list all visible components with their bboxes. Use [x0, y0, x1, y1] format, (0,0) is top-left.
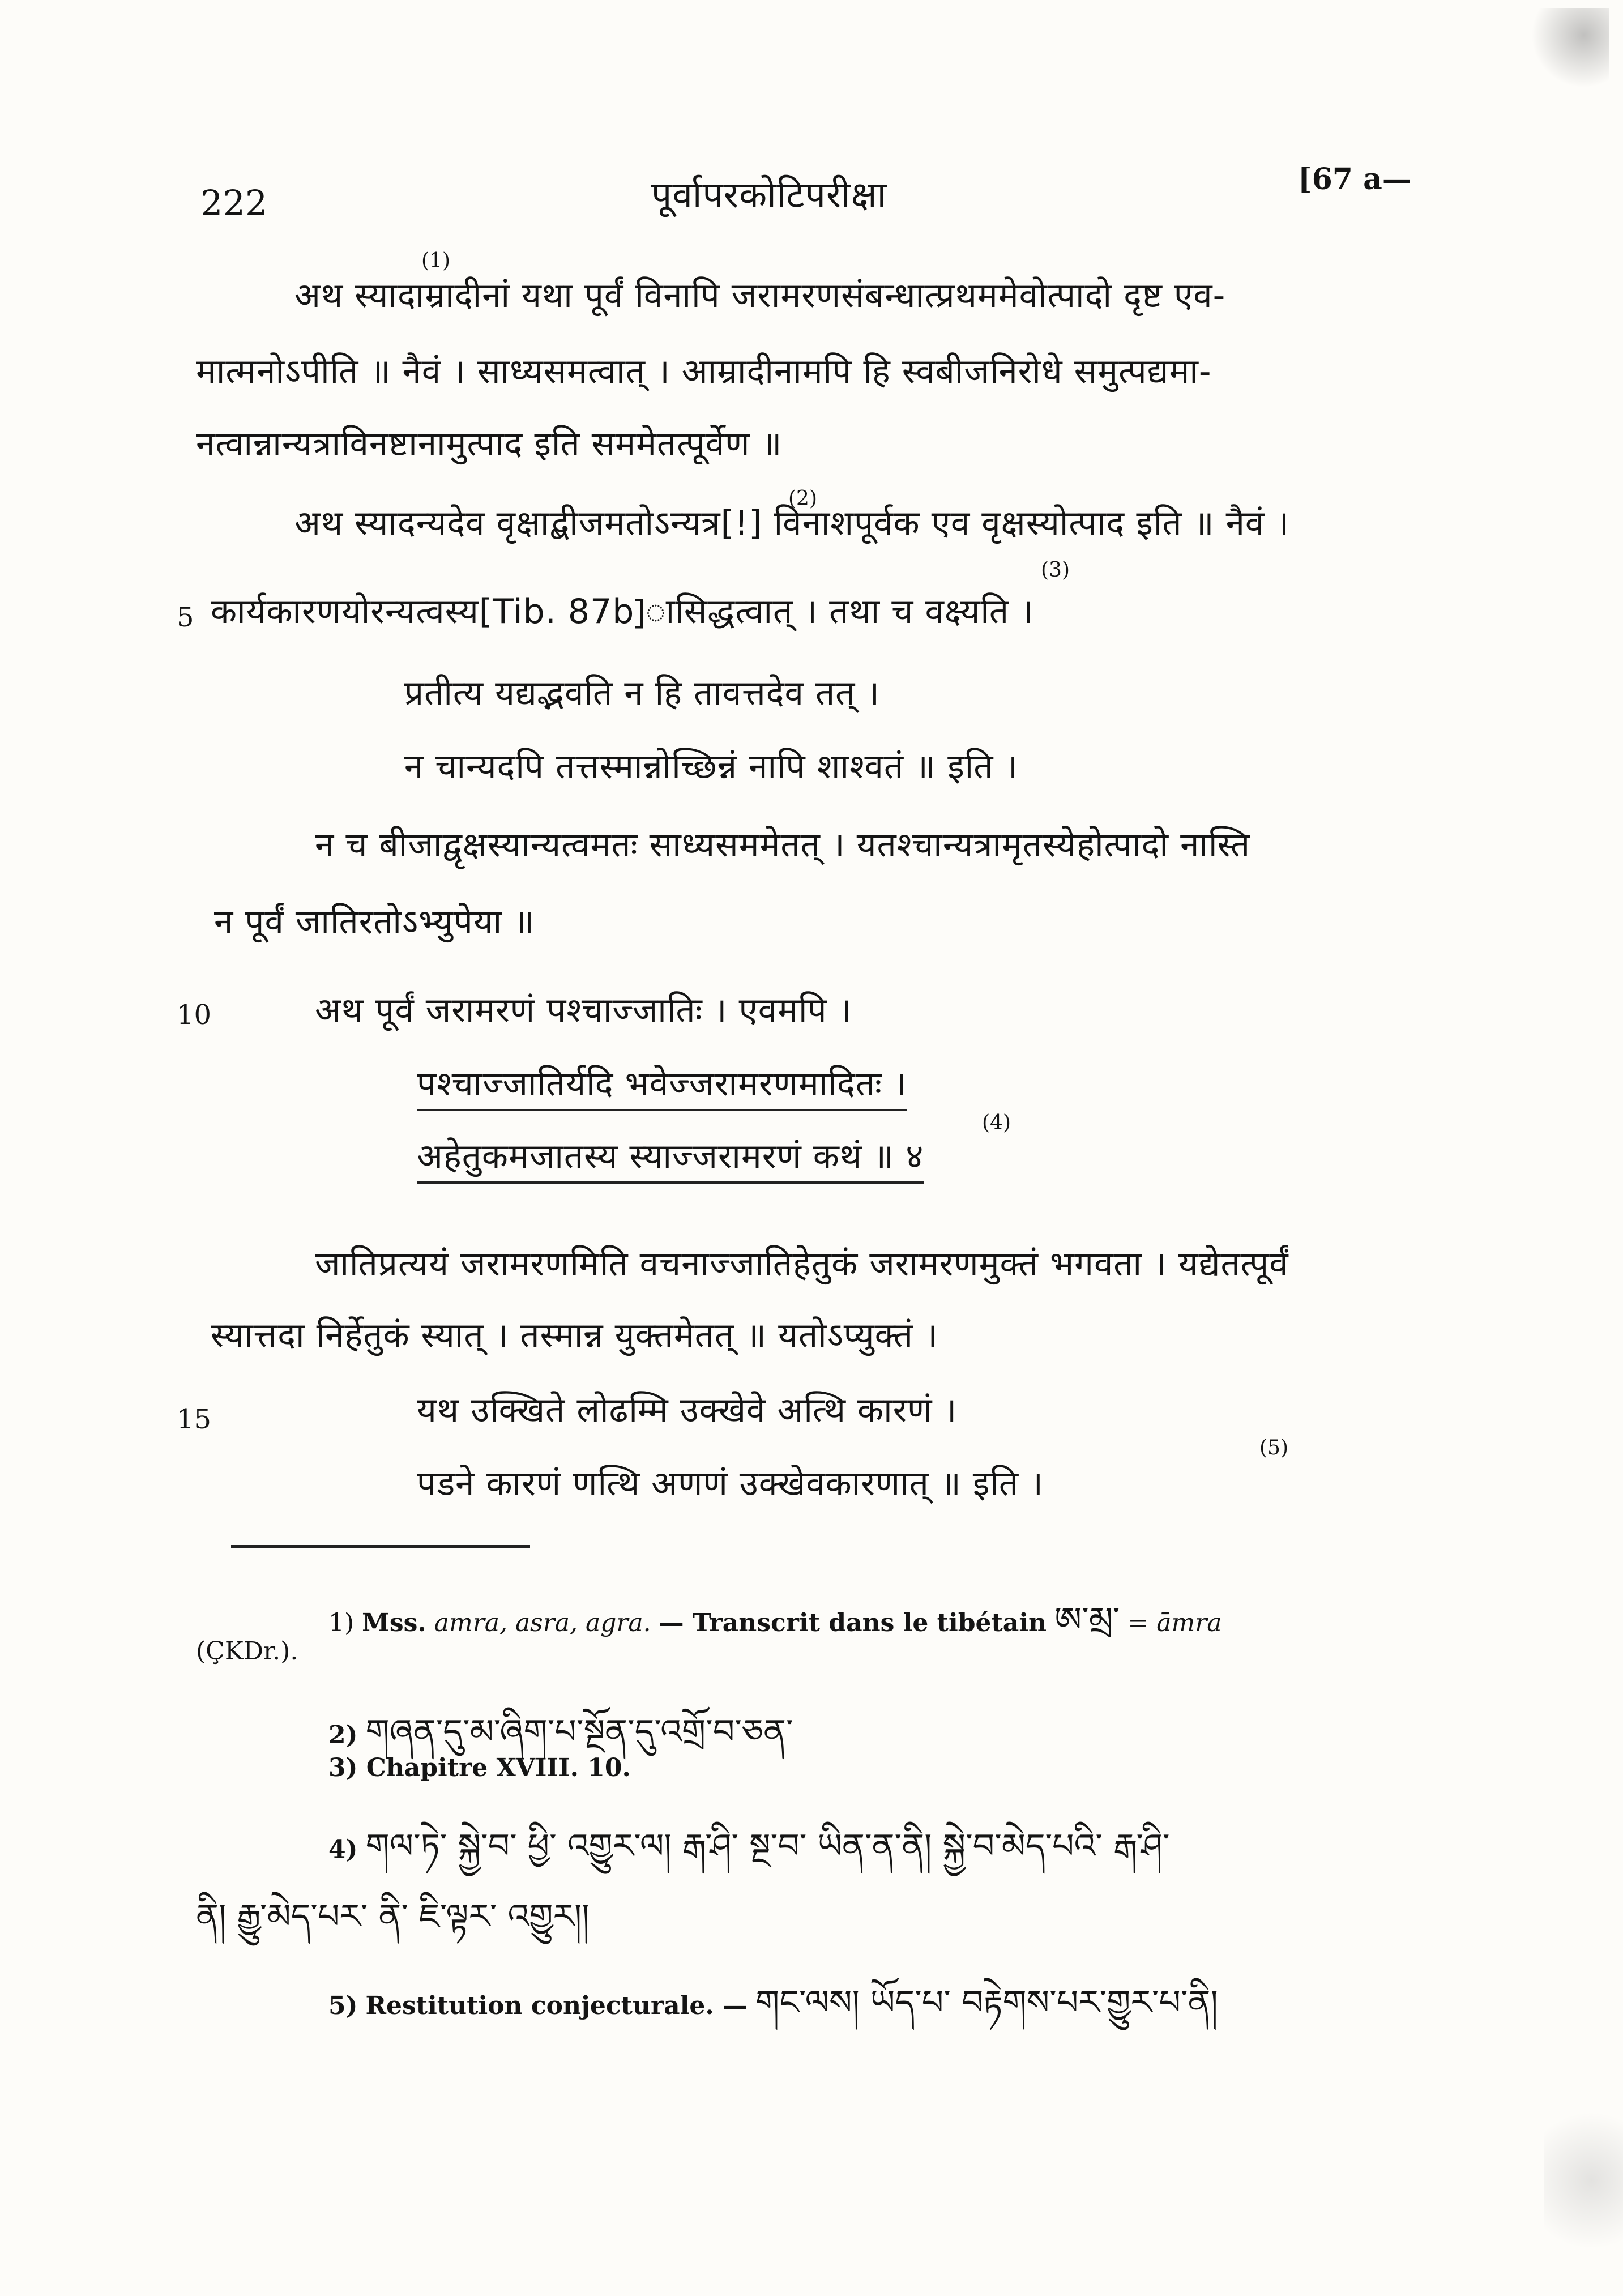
footnote-1-tibetan: ཨ་མྲ་	[1054, 1600, 1120, 1640]
scan-speck	[1524, 8, 1609, 99]
text-line-6: न च बीजाद्वृक्षस्यान्यत्वमतः साध्यसममेतत् । यतश्चान्यत्रामृतस्येहोत्पादो नास्ति	[315, 825, 1251, 865]
line-number-5: 5	[177, 601, 194, 633]
text-line-1: अथ स्यादाम्रादीनां यथा पूर्वं विनापि जरामरणसंबन्धात्प्रथममेवोत्पादो दृष्ट एव-	[294, 276, 1226, 315]
footnote-4-tibetan-2: ནི། རྒྱུ་མེད་པར་ ནི་ ཇི་ལྟར་ འགྱུར།།	[196, 1897, 590, 1936]
footnote-5-label: Restitution conjecturale. —	[365, 1991, 748, 2020]
verse-line-6: पडने कारणं णत्थि अणणं उक्खेवकारणात् ॥ इति ।	[417, 1464, 1044, 1504]
text-line-3: नत्वान्नान्यत्राविनष्टानामुत्पाद इति सममेतत्पूर्वेण ॥	[196, 424, 783, 464]
footnote-5-tibetan: གང་ལས། ཡོད་པ་ བརྟེགས་པར་གྱུར་པ་ནི།	[755, 1983, 1218, 2022]
footnote-5	[328, 1964, 1218, 2060]
footnote-1-text: — Transcrit dans le tibétain	[659, 1608, 1047, 1637]
footnote-1-variants: amra, asra, agra.	[434, 1608, 651, 1637]
footnote-4-number: 4)	[328, 1835, 358, 1864]
footnote-2-tibetan: གཞན་དུ་མ་ཞིག་པ་སྔོན་དུ་འགྲོ་བ་ཅན་	[365, 1712, 793, 1752]
text-line-8: अथ पूर्वं जरामरणं पश्चाज्जातिः । एवमपि ।	[315, 991, 852, 1030]
footnote-5-number: 5)	[328, 1991, 358, 2020]
text-line-4: अथ स्यादन्यदेव वृक्षाद्बीजमतोऽन्यत्र[!] विनाशपूर्वक एव वृक्षस्योत्पाद इति ॥ नैवं ।	[294, 503, 1290, 543]
footnote-1-mss: Mss.	[362, 1608, 426, 1637]
footnote-1	[328, 1581, 1222, 1677]
folio-marker: [67 a—	[1298, 162, 1412, 197]
verse-line-3: पश्चाज्जातिर्यदि भवेज्जरामरणमादितः ।	[417, 1059, 907, 1111]
verse-line-1: प्रतीत्य यद्यद्भवति न हि तावत्तदेव तत् ।	[404, 673, 881, 713]
page-title: पूर्वापरकोटिपरीक्षा	[651, 174, 887, 216]
text-line-2: मात्मनोऽपीति ॥ नैवं । साध्यसमत्वात् । आम्रादीनामपि हि स्वबीजनिरोधे समुत्पद्यमा-	[196, 352, 1212, 391]
footnote-4-tibetan-1: གལ་ཏེ་ སྐྱེ་བ་ ཕྱི་ འགྱུར་ལ། རྒ་ཤི་ སྔ་བ་ ཡིན་ན་ནི། སྐྱེ་བ་མེད་པའི་ རྒ་ཤི་	[365, 1826, 1170, 1866]
footnote-3: 3) Chapitre XVIII. 10.	[328, 1753, 631, 1782]
footnote-1-cont: (ÇKDr.).	[196, 1637, 298, 1666]
text-line-10: स्यात्तदा निर्हेतुकं स्यात् । तस्मान्न युक्तमेतत् ॥ यतोऽप्युक्तं ।	[211, 1316, 938, 1355]
text-line-9: जातिप्रत्ययं जरामरणमिति वचनाज्जातिहेतुकं जरामरणमुक्तं भगवता । यद्येतत्पूर्वं	[315, 1244, 1289, 1284]
text-line-5: कार्यकारणयोरन्यत्वस्य[Tib. 87b]ासिद्धत्वात् । तथा च वक्ष्यति ।	[211, 592, 1034, 631]
text-line-7: न पूर्वं जातिरतोऽभ्युपेया ॥	[214, 902, 535, 942]
page-number: 222	[200, 182, 268, 224]
verse-line-4: अहेतुकमजातस्य स्याज्जरामरणं कथं ॥ ४	[417, 1132, 924, 1184]
verse-line-2: न चान्यदपि तत्तस्मान्नोच्छिन्नं नापि शाश्वतं ॥ इति ।	[404, 747, 1019, 787]
verse-line-5: यथ उक्खिते लोढम्मि उक्खेवे अत्थि कारणं ।	[417, 1390, 958, 1430]
footnote-mark-3: (3)	[1041, 558, 1070, 582]
footnote-1-eq: =	[1127, 1608, 1149, 1637]
footnote-1-number: 1)	[328, 1608, 355, 1637]
footnote-2-number: 2)	[328, 1721, 358, 1749]
scan-speck	[1544, 2096, 1623, 2265]
footnote-mark-2: (2)	[788, 487, 817, 510]
footnote-separator	[231, 1545, 530, 1548]
footnote-1-amra: āmra	[1156, 1608, 1222, 1637]
footnote-mark-4: (4)	[982, 1111, 1011, 1134]
footnote-mark-5: (5)	[1259, 1436, 1288, 1459]
line-number-10: 10	[177, 999, 212, 1031]
line-number-15: 15	[177, 1403, 212, 1435]
footnote-mark-1: (1)	[421, 249, 450, 272]
